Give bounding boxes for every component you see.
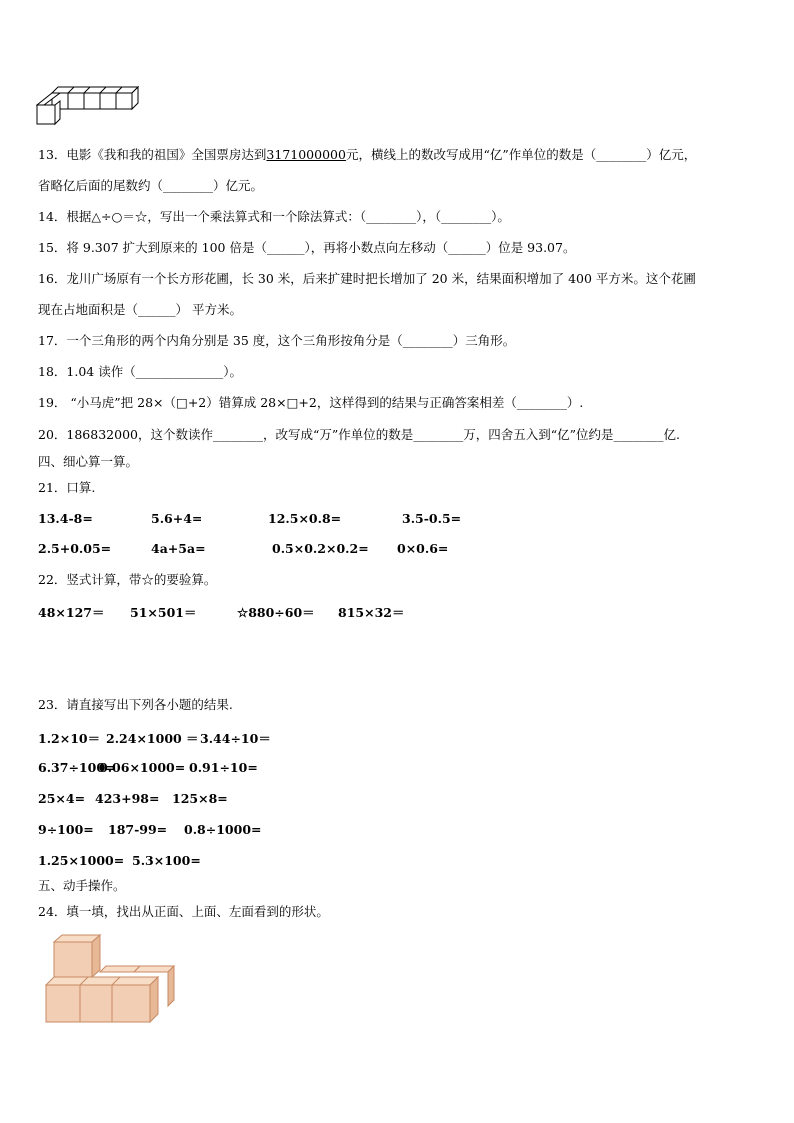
q22-item: 51×501＝	[130, 605, 197, 620]
question-20: 20．186832000，这个数读作________，改写成“万”作单位的数是________万，四舍五入到“亿”位约是________亿.	[38, 427, 681, 442]
q23-item: 0.06×1000=	[99, 760, 186, 775]
question-22-title: 22．竖式计算，带☆的要验算。	[38, 572, 217, 587]
q21-item: 12.5×0.8=	[268, 511, 342, 526]
question-13-line1	[38, 147, 696, 163]
q23-item: 1.25×1000=	[38, 853, 125, 868]
q21-item: 4a+5a=	[151, 541, 206, 556]
q23-item: 2.24×1000 ＝	[106, 731, 199, 746]
q13-value: 3171000000	[266, 147, 346, 162]
question-14: 14．根据△÷○＝☆，写出一个乘法算式和一个除法算式：（________），（________）。	[38, 209, 510, 224]
question-21-title: 21．口算.	[38, 480, 96, 495]
q21-item: 2.5+0.05=	[38, 541, 112, 556]
question-13-line2: 省略亿后面的尾数约（________）亿元。	[38, 178, 264, 193]
q23-item: 0.91÷10=	[189, 760, 258, 775]
q21-item: 13.4-8=	[38, 511, 93, 526]
question-16-line1: 16．龙川广场原有一个长方形花圃，长 30 米，后来扩建时把长增加了 20 米，结果面积增加了 400 平方米。这个花圃	[38, 271, 696, 286]
q21-item: 3.5-0.5=	[402, 511, 462, 526]
q23-item: 423+98=	[95, 791, 160, 806]
q13-pre: 电影《我和我的祖国》全国票房达到	[66, 147, 267, 162]
question-16-line2: 现在占地面积是（______） 平方米。	[38, 302, 242, 317]
q23-item: 6.37÷100=	[38, 760, 116, 775]
q23-item: 3.44÷10＝	[200, 731, 271, 746]
question-15: 15．将 9.307 扩大到原来的 100 倍是（______），再将小数点向左移动（______）位是 93.07。	[38, 240, 576, 255]
q22-item: 48×127＝	[38, 605, 105, 620]
stacked-cubes-figure	[40, 930, 180, 1030]
q21-item: 0×0.6=	[397, 541, 449, 556]
q21-item: 5.6+4=	[151, 511, 203, 526]
q23-item: 9÷100=	[38, 822, 94, 837]
q23-item: 5.3×100=	[132, 853, 201, 868]
q13-number: 13．	[38, 147, 67, 162]
question-24: 24．填一填，找出从正面、上面、左面看到的形状。	[38, 904, 329, 919]
q23-item: 0.8÷1000=	[184, 822, 262, 837]
q22-item: 815×32＝	[338, 605, 405, 620]
q13-post: 元，横线上的数改写成用“亿”作单位的数是（________）亿元，	[345, 147, 697, 162]
q23-item: 187-99=	[108, 822, 168, 837]
q23-item: 25×4=	[38, 791, 86, 806]
q21-item: 0.5×0.2×0.2=	[272, 541, 369, 556]
question-23-title: 23．请直接写出下列各小题的结果.	[38, 697, 233, 712]
question-17: 17．一个三角形的两个内角分别是 35 度，这个三角形按角分是（________）三角形。	[38, 333, 516, 348]
section-4-heading: 四、细心算一算。	[38, 454, 139, 469]
q23-item: 125×8=	[172, 791, 228, 806]
question-19: 19． “小马虎”把 28×（□+2）错算成 28×□+2，这样得到的结果与正确答案相差（________）.	[38, 395, 584, 410]
q23-item: 1.2×10＝	[38, 731, 101, 746]
cube-row-figure	[36, 84, 144, 128]
question-18: 18．1.04 读作（______________）。	[38, 364, 242, 379]
q22-item: ☆880÷60＝	[237, 605, 315, 620]
section-5-heading: 五、动手操作。	[38, 878, 126, 893]
